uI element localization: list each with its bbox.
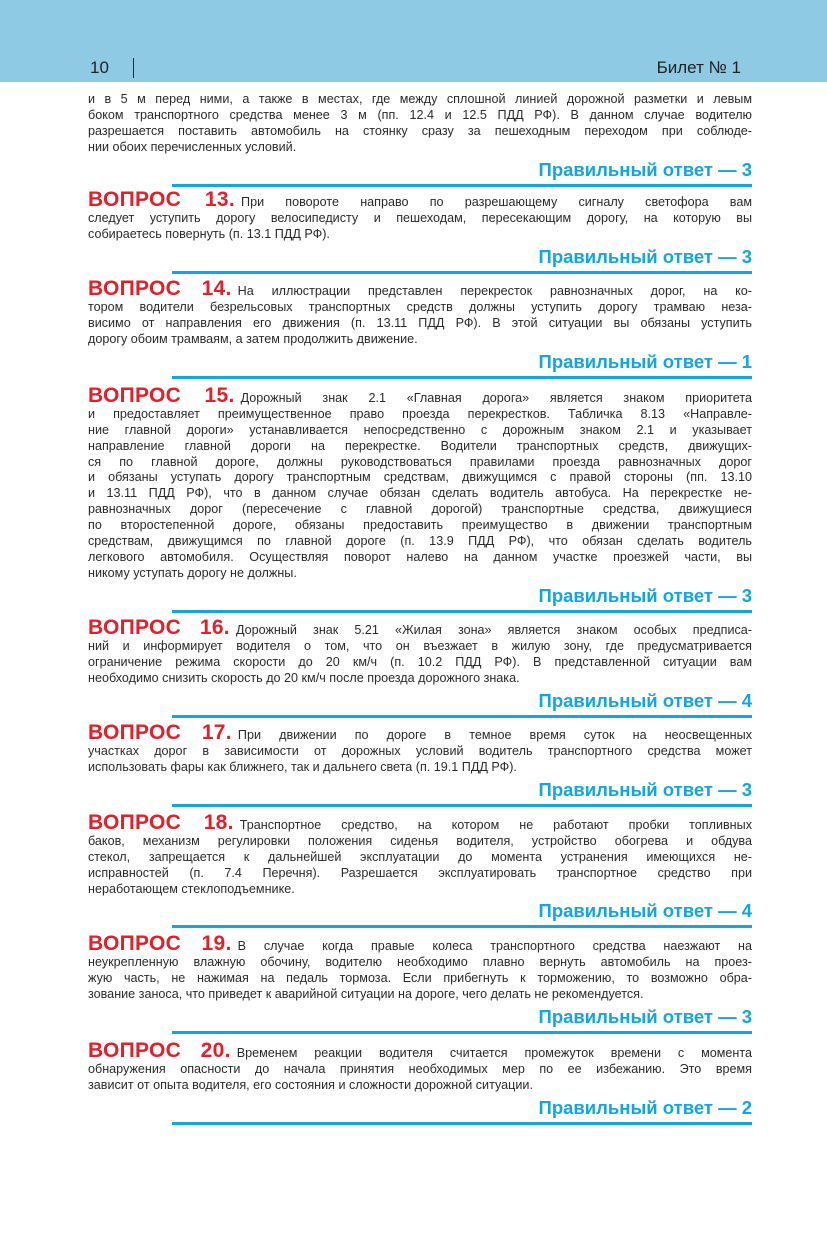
explanation-line: [88, 655, 752, 671]
explanation-line: [88, 811, 752, 834]
explanation-text: При движении по дороге в темное время суток на неосвещенных: [237, 728, 752, 742]
explanation-text: использовать фары как ближнего, так и дальнего света (п. 19.1 ПДД РФ).: [88, 759, 517, 774]
explanation-text: дорогу обоим трамваям, а затем продолжить движение.: [88, 331, 418, 346]
explanation-line: [88, 227, 752, 243]
explanation-text: и обязаны уступать дорогу транспортным средствам, движущимся с правой стороны (пп. 13.10: [88, 470, 752, 485]
answer-underline: [172, 1122, 752, 1125]
correct-answer: Правильный ответ — 4: [538, 900, 752, 922]
explanation-line: [88, 423, 752, 439]
correct-answer: Правильный ответ — 3: [538, 778, 752, 800]
explanation-line: [88, 188, 752, 211]
explanation-line: [88, 332, 752, 348]
explanation-text: Дорожный знак 2.1 «Главная дорога» является знаком приоритета: [240, 391, 753, 405]
explanation-text: легкового автомобиля. Осуществляя поворот налево на данном участке проезжей части, вы: [88, 549, 752, 564]
question-block: [88, 277, 753, 379]
explanation-text: ся по главной дороге, должны руководствоваться правилами проезда равнозначных дорог: [88, 454, 752, 469]
explanation-text: жую часть, не нажимая на педаль тормоза. Если прибегнуть к торможению, то возможно обра-: [88, 970, 752, 985]
explanation-line: [88, 566, 752, 582]
explanation-text: На иллюстрации представлен перекресток равнозначных дорог, на ко-: [237, 284, 753, 298]
explanation-line: [88, 407, 752, 423]
explanation-line: [88, 932, 753, 955]
answer-underline: [172, 925, 752, 928]
explanation-line: [88, 882, 752, 898]
explanation-line: [88, 92, 752, 108]
explanation-text: стекол, запрещается к дальнейшей эксплуатации до момента устранения имеющихся не-: [88, 849, 752, 864]
explanation-text: следует уступить дорогу велосипедисту и пешеходам, пересекающим дорогу, на которую вы: [88, 210, 752, 225]
question-heading: ВОПРОС 16.: [88, 616, 230, 639]
answer-underline: [172, 376, 752, 379]
correct-answer: Правильный ответ — 3: [538, 245, 752, 267]
explanation-line: [88, 744, 752, 760]
explanation-text: зависит от опыта водителя, его состояния и сложности дорожной ситуации.: [88, 1077, 533, 1092]
question-heading: ВОПРОС 13.: [88, 188, 236, 211]
explanation-text: Транспортное средство, на котором не работают пробки топливных: [239, 818, 752, 832]
page-header: [0, 0, 827, 82]
explanation-text: зование заноса, что приведет к аварийной ситуации на дороге, чего делать не рекомендуется.: [88, 986, 644, 1001]
explanation-line: [88, 971, 752, 987]
page-number: 10: [90, 58, 109, 77]
question-block: [88, 188, 752, 274]
explanation-line: [88, 639, 752, 655]
explanation-text: неукрепленную влажную обочину, водителю необходимо плавно вернуть автомобиль на проез-: [88, 954, 752, 969]
correct-answer: Правильный ответ — 2: [538, 1096, 752, 1118]
question-block: [88, 932, 753, 1034]
explanation-text: по второстепенной дороге, обязаны предоставить преимущество в движении транспортным: [88, 518, 752, 533]
explanation-line: [88, 955, 752, 971]
answer-underline: [172, 804, 752, 807]
question-block: [88, 384, 753, 613]
explanation-line: [88, 1078, 752, 1094]
question-heading: ВОПРОС 20.: [88, 1039, 231, 1062]
explanation-line: [88, 455, 752, 471]
answer-underline: [172, 610, 752, 613]
explanation-text: При повороте направо по разрешающему сигналу светофора вам: [241, 195, 752, 209]
correct-answer: Правильный ответ — 3: [538, 158, 752, 180]
explanation-text: Временем реакции водителя считается промежуток времени с момента: [236, 1046, 753, 1060]
explanation-text: собираетесь повернуть (п. 13.1 ПДД РФ).: [88, 226, 330, 241]
explanation-line: [88, 384, 753, 407]
explanation-line: [88, 486, 752, 502]
explanation-text: необходимо снизить скорость до 20 км/ч после проезда дорожного знака.: [88, 670, 520, 685]
explanation-line: [88, 108, 752, 124]
answer-underline: [172, 715, 752, 718]
answer-underline: [172, 271, 752, 274]
explanation-text: нии обоих перечисленных условий.: [88, 139, 297, 154]
explanation-line: [88, 140, 752, 156]
correct-answer: Правильный ответ — 4: [538, 689, 752, 711]
explanation-line: [88, 721, 752, 744]
explanation-text: баков, механизм регулировки положения сиденья водителя, устройство обогрева и обдува: [88, 833, 752, 848]
explanation-line: [88, 616, 752, 639]
explanation-text: тором водители безрельсовых транспортных средств должны уступить дорогу трамваю неза-: [88, 299, 752, 314]
continued-explanation: [88, 92, 752, 187]
explanation-text: боком транспортного средства менее 3 м (пп. 12.4 и 12.5 ПДД РФ). В данном случае водителю: [88, 107, 752, 122]
answer-underline: [172, 184, 752, 187]
explanation-line: [88, 987, 752, 1003]
explanation-text: средствам, движущимся по главной дороге (п. 13.9 ПДД РФ), что обязан сделать водитель: [88, 534, 752, 549]
header-divider: [133, 58, 134, 78]
explanation-line: [88, 1039, 753, 1062]
question-heading: ВОПРОС 18.: [88, 811, 234, 834]
explanation-text: ние главной дороги» устанавливается непосредственно с дорожным знаком 2.1 и указывает: [88, 422, 752, 437]
explanation-text: равнозначных дорог (пересечение с главной дорогой) транспортные средства, движущиеся: [88, 502, 752, 517]
explanation-line: [88, 671, 752, 687]
explanation-text: участках дорог в зависимости от дорожных условий водитель транспортного средства может: [88, 743, 752, 758]
explanation-text: обнаружения опасности до начала принятия необходимых мер по ее избежанию. Это время: [88, 1061, 752, 1076]
explanation-text: неработающем стеклоподъемнике.: [88, 881, 295, 896]
explanation-line: [88, 550, 752, 566]
correct-answer: Правильный ответ — 3: [538, 584, 752, 606]
question-block: [88, 1039, 753, 1125]
ticket-title: Билет № 1: [656, 58, 741, 77]
explanation-text: никому уступать дорогу не должны.: [88, 565, 297, 580]
explanation-text: исправностей (п. 7.4 Перечня). Разрешается эксплуатировать транспортное средство при: [88, 865, 752, 880]
question-block: [88, 811, 752, 928]
explanation-text: Дорожный знак 5.21 «Жилая зона» является знаком особых предписа-: [235, 623, 752, 637]
explanation-line: [88, 534, 752, 550]
explanation-text: висимо от направления его движения (п. 13.11 ПДД РФ). В этой ситуации вы обязаны уступить: [88, 315, 752, 330]
explanation-line: [88, 316, 752, 332]
question-heading: ВОПРОС 14.: [88, 277, 232, 300]
explanation-line: [88, 124, 752, 140]
explanation-line: [88, 760, 752, 776]
explanation-text: разрешается поставить автомобиль на стоянку сразу за пешеходным переходом при соблюде-: [88, 123, 752, 138]
explanation-line: [88, 300, 752, 316]
explanation-line: [88, 502, 752, 518]
explanation-line: [88, 1062, 752, 1078]
explanation-line: [88, 211, 752, 227]
explanation-text: В случае когда правые колеса транспортного средства наезжают на: [237, 939, 753, 953]
question-heading: ВОПРОС 15.: [88, 384, 235, 407]
question-block: [88, 721, 752, 807]
explanation-text: ний и информирует водителя о том, что он въезжает в жилую зону, где предусматривается: [88, 638, 752, 653]
explanation-text: и предоставляет преимущественное право проезда перекрестков. Табличка 8.13 «Направле-: [88, 406, 752, 421]
explanation-line: [88, 834, 752, 850]
question-heading: ВОПРОС 17.: [88, 721, 232, 744]
explanation-line: [88, 866, 752, 882]
explanation-text: и 13.11 ПДД РФ), что в данном случае обязан сделать водитель автобуса. На перекрестке не-: [88, 486, 752, 501]
question-heading: ВОПРОС 19.: [88, 932, 232, 955]
explanation-text: направление главной дороги на перекрестке. Водители транспортных средств, движущих-: [88, 438, 752, 453]
explanation-text: и в 5 м перед ними, а также в местах, где между сплошной линией дорожной разметки и левым: [88, 92, 752, 106]
explanation-line: [88, 277, 753, 300]
explanation-line: [88, 850, 752, 866]
answer-underline: [172, 1031, 752, 1034]
explanation-text: ограничение режима скорости до 20 км/ч (п. 10.2 ПДД РФ). В представленной ситуации вам: [88, 654, 752, 669]
question-block: [88, 616, 752, 718]
explanation-line: [88, 439, 752, 455]
explanation-line: [88, 470, 752, 486]
explanation-line: [88, 518, 752, 534]
correct-answer: Правильный ответ — 1: [538, 350, 752, 372]
correct-answer: Правильный ответ — 3: [538, 1005, 752, 1027]
